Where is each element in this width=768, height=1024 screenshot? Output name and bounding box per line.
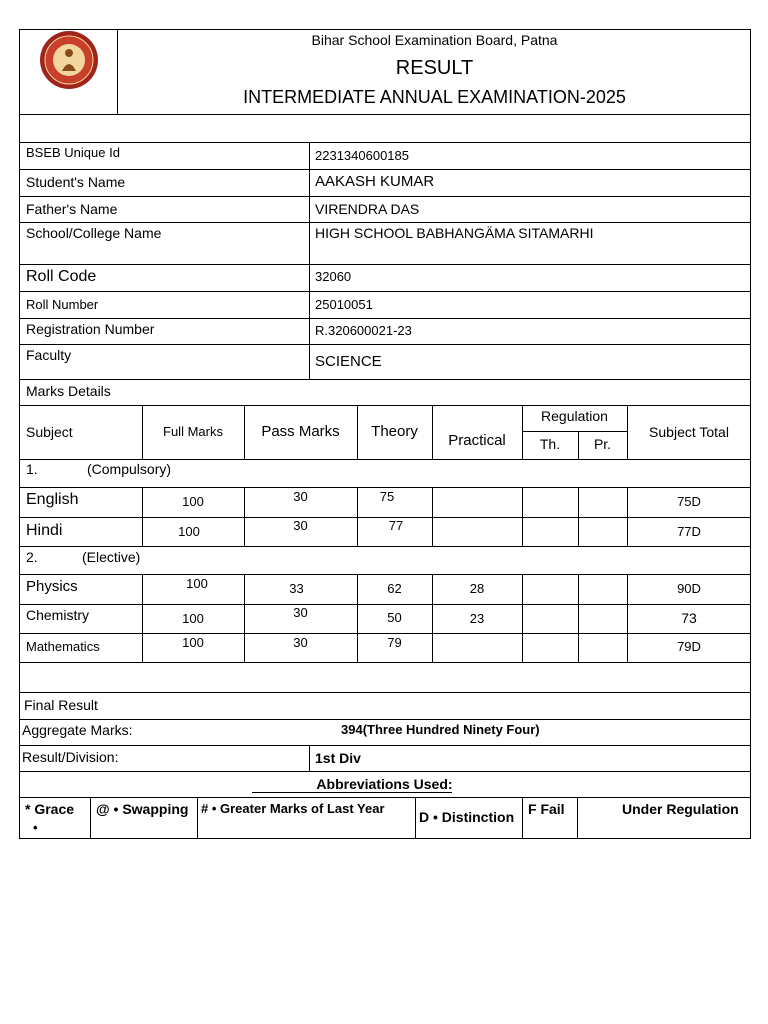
- full-marks: 100: [186, 576, 208, 591]
- col-reg-pr: Pr.: [593, 436, 612, 452]
- abbr-under-regulation: Under Regulation: [622, 801, 739, 817]
- student-name-label: Student's Name: [26, 174, 126, 190]
- father-name-label: Father's Name: [26, 201, 118, 217]
- board-name: Bihar School Examination Board, Patna: [311, 32, 558, 48]
- pass-marks: 30: [293, 605, 308, 620]
- marks-details-label: Marks Details: [26, 383, 111, 399]
- subject-name: English: [26, 491, 79, 508]
- pass-marks: 30: [293, 489, 308, 504]
- theory-marks: 62: [387, 581, 402, 596]
- subject-total: 73: [681, 610, 697, 626]
- abbr-grace: * Grace: [25, 801, 75, 817]
- pass-marks: 30: [293, 635, 308, 650]
- subject-name: Hindi: [26, 522, 63, 539]
- col-reg-th: Th.: [539, 436, 561, 452]
- roll-code-label: Roll Code: [26, 268, 97, 285]
- division-label: Result/Division:: [22, 749, 119, 765]
- full-marks: 100: [178, 524, 200, 539]
- roll-number-value: 25010051: [315, 297, 373, 312]
- subject-name: Physics: [26, 578, 78, 595]
- col-subject: Subject: [26, 424, 73, 440]
- roll-number-label: Roll Number: [26, 297, 99, 312]
- col-regulation: Regulation: [541, 408, 608, 424]
- abbreviations-title: Abbreviations Used:: [316, 776, 453, 792]
- registration-label: Registration Number: [26, 321, 155, 337]
- abbreviations-underline: [252, 792, 452, 793]
- student-name-value: AAKASH KUMAR: [315, 173, 435, 190]
- division-value: 1st Div: [315, 750, 361, 766]
- faculty-label: Faculty: [26, 347, 72, 363]
- practical-marks: 28: [469, 581, 485, 596]
- practical-marks: 23: [469, 611, 485, 626]
- abbr-swapping: @ • Swapping: [96, 801, 189, 817]
- col-subject-total: Subject Total: [649, 424, 729, 440]
- abbr-greater-marks: # • Greater Marks of Last Year: [201, 801, 385, 816]
- page-title: RESULT: [395, 57, 474, 79]
- theory-marks: 77: [388, 518, 404, 533]
- col-practical: Practical: [448, 432, 506, 449]
- col-theory: Theory: [371, 423, 418, 440]
- full-marks: 100: [182, 635, 204, 650]
- elective-label: (Elective): [82, 549, 141, 565]
- col-full-marks: Full Marks: [163, 424, 223, 439]
- subject-total: 79D: [677, 639, 701, 654]
- abbr-grace-dot: •: [33, 820, 38, 835]
- exam-name: INTERMEDIATE ANNUAL EXAMINATION-2025: [243, 87, 626, 107]
- col-pass-marks: Pass Marks: [261, 423, 340, 440]
- unique-id-value: 2231340600185: [315, 148, 409, 163]
- pass-marks: 33: [289, 581, 304, 596]
- compulsory-label: (Compulsory): [87, 461, 172, 477]
- abbr-distinction: D • Distinction: [419, 809, 515, 825]
- theory-marks: 75: [379, 489, 395, 504]
- final-result-label: Final Result: [24, 697, 98, 713]
- school-name-label: School/College Name: [26, 225, 162, 241]
- subject-name: Mathematics: [26, 639, 100, 654]
- subject-total: 75D: [677, 494, 701, 509]
- full-marks: 100: [182, 611, 204, 626]
- pass-marks: 30: [293, 518, 308, 533]
- theory-marks: 79: [387, 635, 402, 650]
- registration-value: R.320600021-23: [315, 323, 412, 338]
- aggregate-label: Aggregate Marks:: [22, 722, 133, 738]
- elective-number: 2.: [26, 549, 38, 565]
- full-marks: 100: [182, 494, 204, 509]
- bseb-logo: [38, 29, 100, 91]
- subject-name: Chemistry: [26, 607, 90, 623]
- school-name-value: HIGH SCHOOL BABHANGÄMA SITAMARHI: [315, 225, 594, 241]
- aggregate-value: 394(Three Hundred Ninety Four): [341, 722, 540, 737]
- theory-marks: 50: [387, 610, 402, 625]
- subject-total: 77D: [677, 524, 701, 539]
- compulsory-number: 1.: [26, 461, 38, 477]
- subject-total: 90D: [677, 581, 701, 596]
- roll-code-value: 32060: [315, 269, 352, 284]
- faculty-value: SCIENCE: [315, 353, 382, 370]
- father-name-value: VIRENDRA DAS: [315, 201, 420, 217]
- unique-id-label: BSEB Unique Id: [26, 145, 120, 160]
- abbr-fail: F Fail: [528, 801, 565, 817]
